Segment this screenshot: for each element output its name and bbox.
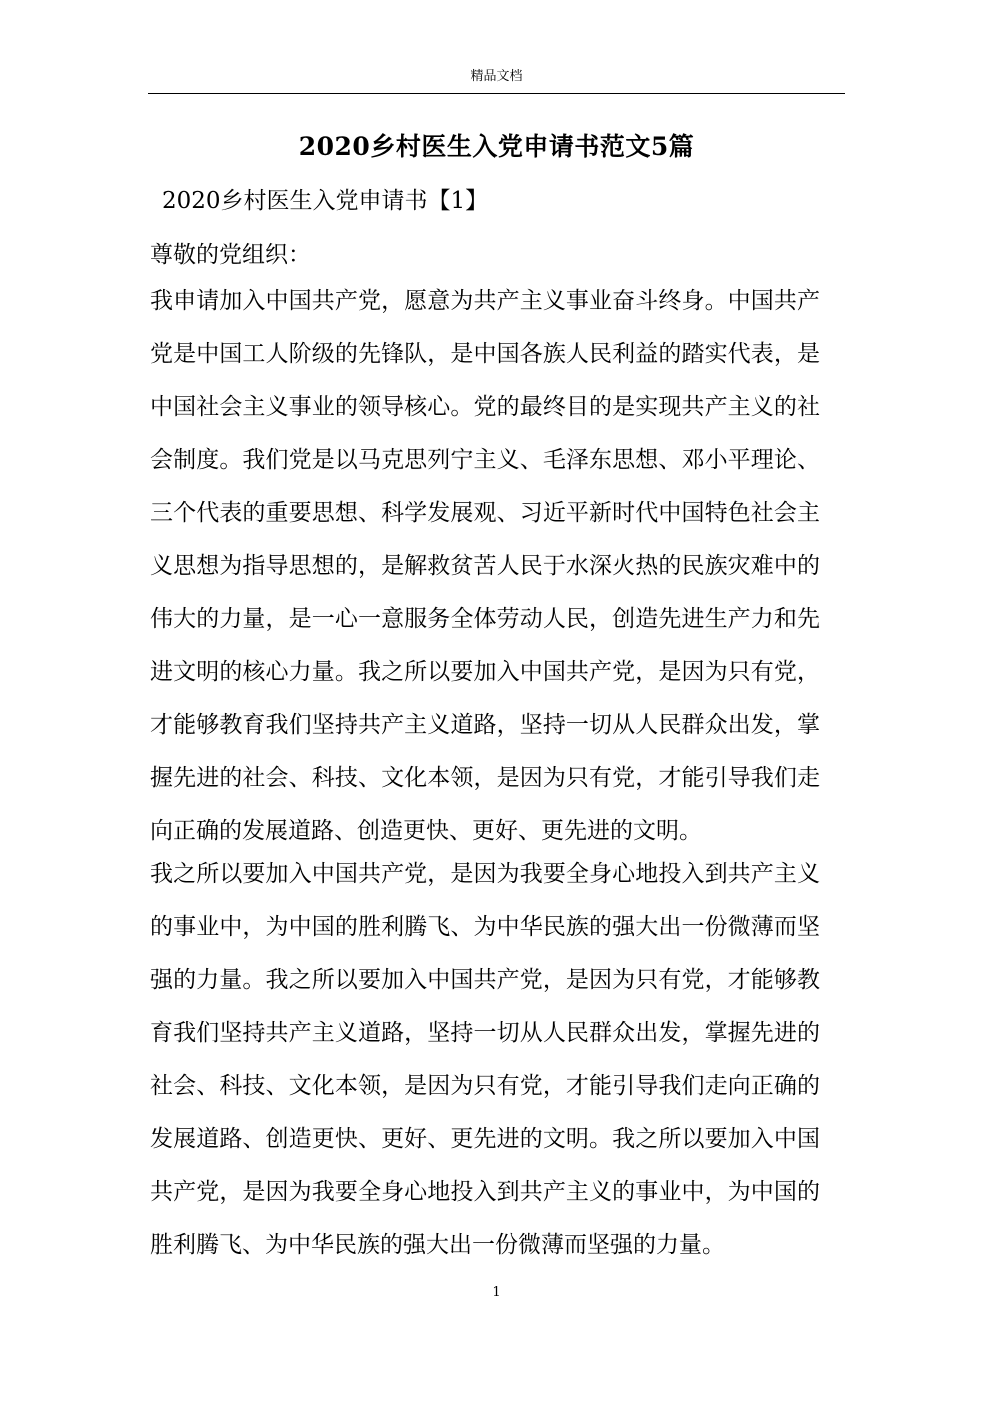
text-line: 义思想为指导思想的，是解救贫苦人民于水深火热的民族灾难中的 [150, 553, 820, 579]
text-line: 我之所以要加入中国共产党，是因为我要全身心地投入到共产主义 [150, 861, 820, 887]
text-line: 向正确的发展道路、创造更快、更好、更先进的文明。 [150, 818, 702, 844]
salutation: 尊敬的党组织： [150, 242, 311, 268]
text-line: 中国社会主义事业的领导核心。党的最终目的是实现共产主义的社 [150, 394, 820, 420]
body-paragraph-2 [150, 848, 820, 1272]
page-number: 1 [492, 1285, 501, 1300]
text-line: 发展道路、创造更快、更好、更先进的文明。我之所以要加入中国 [150, 1126, 820, 1152]
document-title: 2020乡村医生入党申请书范文5篇 [298, 132, 695, 161]
text-line: 党是中国工人阶级的先锋队，是中国各族人民利益的踏实代表，是 [150, 341, 820, 367]
header-divider [148, 93, 845, 94]
text-line: 才能够教育我们坚持共产主义道路，坚持一切从人民群众出发，掌 [150, 712, 820, 738]
text-line: 强的力量。我之所以要加入中国共产党，是因为只有党，才能够教 [150, 967, 820, 993]
text-line: 共产党，是因为我要全身心地投入到共产主义的事业中，为中国的 [150, 1179, 820, 1205]
text-line: 胜利腾飞、为中华民族的强大出一份微薄而坚强的力量。 [150, 1232, 725, 1258]
body-paragraph-1 [150, 275, 820, 858]
text-line: 育我们坚持共产主义道路，坚持一切从人民群众出发，掌握先进的 [150, 1020, 820, 1046]
text-line: 握先进的社会、科技、文化本领，是因为只有党，才能引导我们走 [150, 765, 820, 791]
text-line: 会制度。我们党是以马克思列宁主义、毛泽东思想、邓小平理论、 [150, 447, 820, 473]
text-line: 我申请加入中国共产党，愿意为共产主义事业奋斗终身。中国共产 [150, 288, 820, 314]
text-line: 伟大的力量，是一心一意服务全体劳动人民，创造先进生产力和先 [150, 606, 820, 632]
text-line: 的事业中，为中国的胜利腾飞、为中华民族的强大出一份微薄而坚 [150, 914, 820, 940]
text-line: 三个代表的重要思想、科学发展观、习近平新时代中国特色社会主 [150, 500, 820, 526]
text-line: 进文明的核心力量。我之所以要加入中国共产党，是因为只有党， [150, 659, 820, 685]
text-line: 社会、科技、文化本领，是因为只有党，才能引导我们走向正确的 [150, 1073, 820, 1099]
document-subtitle: 2020乡村医生入党申请书【1】 [162, 188, 489, 214]
page-header: 精品文档 [470, 69, 523, 84]
